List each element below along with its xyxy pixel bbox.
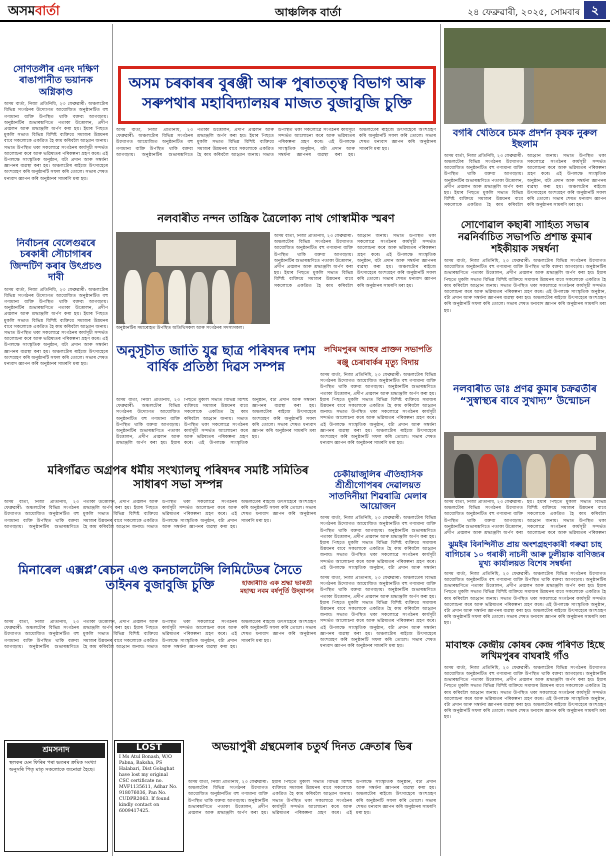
- story-right-1: [444, 128, 606, 218]
- story-left-2: [4, 238, 108, 488]
- ad-text: স্থলকৰ মেন ফিৰিৰ পৰা ভতৰৰ ক্ৰমিক সংখ্যা অনুসৰি পিতৃ মাতৃ সকলোকে জনোৱা হৈছে।: [9, 760, 97, 773]
- story-abhayapuri-body: [188, 780, 436, 852]
- story-headline: নলবাৰীত নন্দন তান্ত্ৰিক ত্ৰৈলোক্য নাথ গোস্বামীক স্মৰণ: [157, 212, 395, 225]
- story-namghar-body: [274, 234, 436, 340]
- story-body: অসম বাৰ্তা, নিজা প্ৰতিনিধি, ২৩ ফেব্ৰুৱাৰী: অঞ্চলটোৰ বিভিন্ন সংগঠনৰ উদ্যোগত আয়োজিত অনুষ্ঠানটিত বহু গণ্যমান্য ব্যক্তি উপস্থিত থাকি বক্তব্য আগবঢ়ায়। অনুষ্ঠানটিৰ শুভাৰম্ভণিতে পতাকা উত্তোলন, প্ৰদীপ প্ৰজ্বলন আৰু শ্ৰদ্ধাঞ্জলি অৰ্পণ কৰা হয়। ইয়াৰ পিছতে মুকলি সভাত বিভিন্ন বিশিষ্ট ব্যক্তিয়ে সমাজৰ উন্নয়নৰ বাবে সকলোকে একত্ৰিত হৈ কাম কৰিবলৈ আহ্বান জনায়। সভাত উপস্থিত থকা সকলোৱে সংগঠনৰ কাৰ্যসূচী সন্দৰ্ভত আলোচনা কৰে আৰু ভৱিষ্যতৰ পৰিকল্পনা গ্ৰহণ কৰে। এই উপলক্ষে সাংস্কৃতিক অনুষ্ঠান, বটা প্ৰদান আৰু সম্বৰ্ধনা জ্ঞাপনৰ ব্যৱস্থা কৰা হয়। অঞ্চলটোৰ ৰাইজে উৎসাহেৰে অংশগ্ৰহণ কৰি অনুষ্ঠানটি সফল কৰি তোলে। সভাৰ শেষত ধন্যবাদ জ্ঞাপন কৰি অনুষ্ঠানৰ সামৰণি মৰা হয়।: [444, 665, 606, 721]
- story-body: অসম বাৰ্তা, নিজা প্ৰতিনিধি, ২৩ ফেব্ৰুৱাৰী: অঞ্চলটোৰ বিভিন্ন সংগঠনৰ উদ্যোগত আয়োজিত অনুষ্ঠানটিত বহু গণ্যমান্য ব্যক্তি উপস্থিত থাকি বক্তব্য আগবঢ়ায়। অনুষ্ঠানটিৰ শুভাৰম্ভণিতে পতাকা উত্তোলন, প্ৰদীপ প্ৰজ্বলন আৰু শ্ৰদ্ধাঞ্জলি অৰ্পণ কৰা হয়। ইয়াৰ পিছতে মুকলি সভাত বিভিন্ন বিশিষ্ট ব্যক্তিয়ে সমাজৰ উন্নয়নৰ বাবে সকলোকে একত্ৰিত হৈ কাম কৰিবলৈ আহ্বান জনায়। সভাত উপস্থিত থকা সকলোৱে সংগঠনৰ কাৰ্যসূচী সন্দৰ্ভত আলোচনা কৰে আৰু ভৱিষ্যতৰ পৰিকল্পনা গ্ৰহণ কৰে। এই উপলক্ষে সাংস্কৃতিক অনুষ্ঠান, বটা প্ৰদান আৰু সম্বৰ্ধনা জ্ঞাপনৰ ব্যৱস্থা কৰা হয়। অঞ্চলটোৰ ৰাইজে উৎসাহেৰে অংশগ্ৰহণ কৰি অনুষ্ঠানটি সফল কৰি তোলে। সভাৰ শেষত ধন্যবাদ জ্ঞাপন কৰি অনুষ্ঠানৰ সামৰণি মৰা হয়।: [320, 576, 436, 650]
- photo-caption: অনুষ্ঠানটিৰ সমাৰোহত উপস্থিত অতিথিসকল আৰু সংগঠনৰ সদস্যসকল।: [116, 326, 244, 331]
- story-headline: হাজাৰীতি এক শ্ৰদ্ধা ভাৰতী মহাত্ম নবম বৰ্ষপূৰ্তি উদ্‌যাপন: [240, 580, 314, 595]
- lead-headline-box: [118, 66, 436, 124]
- lost-header: LOST: [117, 743, 181, 753]
- story-headline: সোণোৱাল কছাৰী সাহিত্য সভাৰ নৱনিৰ্বাচিত সভাপতি প্ৰশান্ত কুমাৰ শইকীয়াক সম্বৰ্ধনা: [458, 220, 592, 255]
- story-scst-body: [116, 398, 316, 462]
- story-headline: মৰিগাঁৱত অগ্ৰপৰ ধৰ্মীয় সংখ্যালঘু পৰিষদৰ সমষ্টি সমিতিৰ সাধাৰণ সভা সম্পন্ন: [47, 464, 309, 491]
- newspaper-logo: [8, 2, 60, 23]
- story-body: অসম বাৰ্তা, নিজা প্ৰতিনিধি, ২৩ ফেব্ৰুৱাৰী: অঞ্চলটোৰ বিভিন্ন সংগঠনৰ উদ্যোগত আয়োজিত অনুষ্ঠানটিত বহু গণ্যমান্য ব্যক্তি উপস্থিত থাকি বক্তব্য আগবঢ়ায়। অনুষ্ঠানটিৰ শুভাৰম্ভণিতে পতাকা উত্তোলন, প্ৰদীপ প্ৰজ্বলন আৰু শ্ৰদ্ধাঞ্জলি অৰ্পণ কৰা হয়। ইয়াৰ পিছতে মুকলি সভাত বিভিন্ন বিশিষ্ট ব্যক্তিয়ে সমাজৰ উন্নয়নৰ বাবে সকলোকে একত্ৰিত হৈ কাম কৰিবলৈ আহ্বান জনায়। সভাত উপস্থিত থকা সকলোৱে সংগঠনৰ কাৰ্যসূচী সন্দৰ্ভত আলোচনা কৰে আৰু ভৱিষ্যতৰ পৰিকল্পনা গ্ৰহণ কৰে। এই উপলক্ষে সাংস্কৃতিক অনুষ্ঠান, বটা প্ৰদান আৰু সম্বৰ্ধনা জ্ঞাপনৰ ব্যৱস্থা কৰা হয়। অঞ্চলটোৰ ৰাইজে উৎসাহেৰে অংশগ্ৰহণ কৰি অনুষ্ঠানটি সফল কৰি তোলে। সভাৰ শেষত ধন্যবাদ জ্ঞাপন কৰি অনুষ্ঠানৰ সামৰণি মৰা হয়।: [4, 500, 316, 530]
- story-minority: [40, 464, 316, 498]
- column-divider: [440, 24, 441, 856]
- story-right-5: [444, 640, 606, 852]
- logo-left-text: অসম: [8, 4, 36, 19]
- story-headline: মিনাৰেল এক্সপ্ল’ৰেচন এণ্ড কনচালটেন্সি লিমিটেডৰ সৈতে তাইনৰ বুজাবুজি চুক্তি: [18, 562, 302, 592]
- story-right-2: [444, 220, 606, 380]
- story-headline: ঝুমইৰ বিনন্দিনীত প্ৰায় অংশগ্ৰহণকাৰী গৰুৱা চাহ বাগিচাৰ ১০ গৰাকী নাচনী আৰু ঢুলীয়াক বাণিজ্যৰ মুখ্য কাৰ্যালয়ত বিশেষ সম্বৰ্ধনা: [445, 540, 605, 569]
- lost-text: I Ms Atul Bonash, W/O Pabna, Baksha, PS Halabari, Dist Golaghat have lost my original CSC certificate no. MVF1135611, Adhar No. 918076036, Pan No. CUDPR2063. If found kindly contact on 6009417425.: [119, 755, 178, 814]
- story-headline: নিৰ্বাচনৰ বেলেগুৱৰে চৰকাৰী সৌচাগাৰৰ জিন্দটিণ কৰাৰ উৎপ্রচণ্ড দাবী: [10, 238, 102, 284]
- story-right-4: [444, 540, 606, 636]
- story-mid-3: [320, 470, 436, 570]
- story-body: অসম বাৰ্তা, নিজা প্ৰতিনিধি, ২৩ ফেব্ৰুৱাৰী: অঞ্চলটোৰ বিভিন্ন সংগঠনৰ উদ্যোগত আয়োজিত অনুষ্ঠানটিত বহু গণ্যমান্য ব্যক্তি উপস্থিত থাকি বক্তব্য আগবঢ়ায়। অনুষ্ঠানটিৰ শুভাৰম্ভণিতে পতাকা উত্তোলন, প্ৰদীপ প্ৰজ্বলন আৰু শ্ৰদ্ধাঞ্জলি অৰ্পণ কৰা হয়। ইয়াৰ পিছতে মুকলি সভাত বিভিন্ন বিশিষ্ট ব্যক্তিয়ে সমাজৰ উন্নয়নৰ বাবে সকলোকে একত্ৰিত হৈ কাম কৰিবলৈ আহ্বান জনায়। সভাত উপস্থিত থকা সকলোৱে সংগঠনৰ কাৰ্যসূচী সন্দৰ্ভত আলোচনা কৰে আৰু ভৱিষ্যতৰ পৰিকল্পনা গ্ৰহণ কৰে। এই উপলক্ষে সাংস্কৃতিক অনুষ্ঠান, বটা প্ৰদান আৰু সম্বৰ্ধনা: [320, 516, 436, 570]
- story-headline: বগৰি খেতিৰে চমক প্ৰদৰ্শন কৃষক নুৰুল ইছলাম: [452, 128, 598, 151]
- story-body: অসম বাৰ্তা, নিজা প্ৰতিনিধি, ২৩ ফেব্ৰুৱাৰী: অঞ্চলটোৰ বিভিন্ন সংগঠনৰ উদ্যোগত আয়োজিত অনুষ্ঠানটিত বহু গণ্যমান্য ব্যক্তি উপস্থিত থাকি বক্তব্য আগবঢ়ায়। অনুষ্ঠানটিৰ শুভাৰম্ভণিতে পতাকা উত্তোলন, প্ৰদীপ প্ৰজ্বলন আৰু শ্ৰদ্ধাঞ্জলি অৰ্পণ কৰা হয়। ইয়াৰ পিছতে মুকলি সভাত বিভিন্ন বিশিষ্ট ব্যক্তিয়ে সমাজৰ উন্নয়নৰ বাবে সকলোকে একত্ৰিত হৈ কাম কৰিবলৈ আহ্বান জনায়। সভাত উপস্থিত থকা সকলোৱে সংগঠনৰ কাৰ্যসূচী সন্দৰ্ভত আলোচনা কৰে আৰু ভৱিষ্যতৰ পৰিকল্পনা গ্ৰহণ কৰে। এই উপলক্ষে সাংস্কৃতিক অনুষ্ঠান, বটা প্ৰদান আৰু সম্বৰ্ধনা জ্ঞাপনৰ ব্যৱস্থা কৰা হয়। অঞ্চলটোৰ ৰাইজে উৎসাহেৰে অংশগ্ৰহণ কৰি অনুষ্ঠানটি সফল কৰি তোলে। সভাৰ শেষত ধন্যবাদ জ্ঞাপন কৰি অনুষ্ঠানৰ সামৰণি মৰা হয়।: [116, 128, 436, 158]
- lead-headline: অসম চৰকাৰৰ বুৰঞ্জী আৰু পুৰাতত্ত্ব বিভাগ আৰু সৰুপথাৰ মহাবিদ্যালয়ৰ মাজত বুজাবুজি চুক্তি: [128, 74, 426, 113]
- story-body: অসম বাৰ্তা, নিজা প্ৰতিনিধি, ২৩ ফেব্ৰুৱাৰী: অঞ্চলটোৰ বিভিন্ন সংগঠনৰ উদ্যোগত আয়োজিত অনুষ্ঠানটিত বহু গণ্যমান্য ব্যক্তি উপস্থিত থাকি বক্তব্য আগবঢ়ায়। অনুষ্ঠানটিৰ শুভাৰম্ভণিতে পতাকা উত্তোলন, প্ৰদীপ প্ৰজ্বলন আৰু শ্ৰদ্ধাঞ্জলি অৰ্পণ কৰা হয়। ইয়াৰ পিছতে মুকলি সভাত বিভিন্ন বিশিষ্ট ব্যক্তিয়ে সমাজৰ উন্নয়নৰ বাবে সকলোকে একত্ৰিত হৈ কাম কৰিবলৈ আহ্বান জনায়। সভাত উপস্থিত থকা সকলোৱে সংগঠনৰ কাৰ্যসূচী সন্দৰ্ভত আলোচনা কৰে আৰু ভৱিষ্যতৰ পৰিকল্পনা গ্ৰহণ কৰে। এই উপলক্ষে সাংস্কৃতিক অনুষ্ঠান, বটা প্ৰদান আৰু সম্বৰ্ধনা জ্ঞাপনৰ ব্যৱস্থা কৰা হয়। অঞ্চলটোৰ ৰাইজে উৎসাহেৰে অংশগ্ৰহণ কৰি অনুষ্ঠানটি সফল কৰি তোলে। সভাৰ শেষত ধন্যবাদ জ্ঞাপন কৰি অনুষ্ঠানৰ সামৰণি মৰা হয়।: [444, 153, 606, 209]
- story-scst: [116, 344, 316, 394]
- story-right-3-body: [444, 500, 606, 540]
- event-photo: [116, 232, 270, 324]
- story-body: অসম বাৰ্তা, নিজা প্ৰতিনিধি, ২৩ ফেব্ৰুৱাৰী: অঞ্চলটোৰ বিভিন্ন সংগঠনৰ উদ্যোগত আয়োজিত অনুষ্ঠানটিত বহু গণ্যমান্য ব্যক্তি উপস্থিত থাকি বক্তব্য আগবঢ়ায়। অনুষ্ঠানটিৰ শুভাৰম্ভণিতে পতাকা উত্তোলন, প্ৰদীপ প্ৰজ্বলন আৰু শ্ৰদ্ধাঞ্জলি অৰ্পণ কৰা হয়। ইয়াৰ পিছতে মুকলি সভাত বিভিন্ন বিশিষ্ট ব্যক্তিয়ে সমাজৰ উন্নয়নৰ বাবে সকলোকে একত্ৰিত হৈ কাম কৰিবলৈ আহ্বান জনায়। সভাত উপস্থিত থকা সকলোৱে সংগঠনৰ কাৰ্যসূচী সন্দৰ্ভত আলোচনা কৰে আৰু ভৱিষ্যতৰ পৰিকল্পনা গ্ৰহণ কৰে। এই উপলক্ষে সাংস্কৃতিক অনুষ্ঠান, বটা প্ৰদান আৰু সম্বৰ্ধনা জ্ঞাপনৰ ব্যৱস্থা কৰা হয়। অঞ্চলটোৰ ৰাইজে উৎসাহেৰে অংশগ্ৰহণ কৰি অনুষ্ঠানটি সফল কৰি তোলে। সভাৰ শেষত ধন্যবাদ জ্ঞাপন কৰি অনুষ্ঠানৰ সামৰণি মৰা হয়।: [4, 620, 316, 650]
- story-body: অসম বাৰ্তা, নিজা প্ৰতিনিধি, ২৩ ফেব্ৰুৱাৰী: অঞ্চলটোৰ বিভিন্ন সংগঠনৰ উদ্যোগত আয়োজিত অনুষ্ঠানটিত বহু গণ্যমান্য ব্যক্তি উপস্থিত থাকি বক্তব্য আগবঢ়ায়। অনুষ্ঠানটিৰ শুভাৰম্ভণিতে পতাকা উত্তোলন, প্ৰদীপ প্ৰজ্বলন আৰু শ্ৰদ্ধাঞ্জলি অৰ্পণ কৰা হয়। ইয়াৰ পিছতে মুকলি সভাত বিভিন্ন বিশিষ্ট ব্যক্তিয়ে সমাজৰ উন্নয়নৰ বাবে সকলোকে একত্ৰিত হৈ কাম কৰিবলৈ আহ্বান জনায়। সভাত উপস্থিত থকা সকলোৱে সংগঠনৰ কাৰ্যসূচী সন্দৰ্ভত আলোচনা কৰে আৰু ভৱিষ্যতৰ পৰিকল্পনা গ্ৰহণ কৰে। এই উপলক্ষে সাংস্কৃতিক অনুষ্ঠান, বটা প্ৰদান আৰু সম্বৰ্ধনা জ্ঞাপনৰ ব্যৱস্থা কৰা হয়। অঞ্চলটোৰ ৰাইজে উৎসাহেৰে অংশগ্ৰহণ কৰি অনুষ্ঠানটি সফল কৰি তোলে। সভাৰ শেষত ধন্যবাদ জ্ঞাপন কৰি অনুষ্ঠানৰ সামৰণি মৰা হয়।: [4, 287, 108, 367]
- story-left-1: [4, 64, 108, 234]
- story-body: অসম বাৰ্তা, নিজা প্ৰতিনিধি, ২৩ ফেব্ৰুৱাৰী: অঞ্চলটোৰ বিভিন্ন সংগঠনৰ উদ্যোগত আয়োজিত অনুষ্ঠানটিত বহু গণ্যমান্য ব্যক্তি উপস্থিত থাকি বক্তব্য আগবঢ়ায়। অনুষ্ঠানটিৰ শুভাৰম্ভণিতে পতাকা উত্তোলন, প্ৰদীপ প্ৰজ্বলন আৰু শ্ৰদ্ধাঞ্জলি অৰ্পণ কৰা হয়। ইয়াৰ পিছতে মুকলি সভাত বিভিন্ন বিশিষ্ট ব্যক্তিয়ে সমাজৰ উন্নয়নৰ বাবে সকলোকে একত্ৰিত হৈ কাম কৰিবলৈ আহ্বান জনায়। সভাত উপস্থিত থকা সকলোৱে সংগঠনৰ কাৰ্যসূচী সন্দৰ্ভত আলোচনা কৰে আৰু ভৱিষ্যতৰ পৰিকল্পনা গ্ৰহণ কৰে। এই উপলক্ষে সাংস্কৃতিক অনুষ্ঠান, বটা প্ৰদান আৰু সম্বৰ্ধনা জ্ঞাপনৰ ব্যৱস্থা কৰা হয়। অঞ্চলটোৰ ৰাইজে উৎসাহেৰে অংশগ্ৰহণ কৰি অনুষ্ঠানটি সফল কৰি তোলে। সভাৰ শেষত ধন্যবাদ জ্ঞাপন কৰি অনুষ্ঠানৰ সামৰণি মৰা হয়।: [444, 259, 606, 314]
- story-namghar: [116, 212, 436, 232]
- lead-story-body: [116, 128, 436, 212]
- story-headline: চেকীয়াজুলিৰ ঐতিহাসিক শ্ৰীশ্ৰীগোপৰৰ দেৱালয়ত সাতদিনীয়া শিৱৰাত্ৰি মেলাৰ আয়োজন: [329, 470, 427, 513]
- classified-ad: [4, 740, 108, 852]
- story-abhayapuri: [188, 740, 436, 780]
- page-number: ২: [584, 1, 606, 19]
- story-body: অসম বাৰ্তা, নিজা প্ৰতিনিধি, ২৩ ফেব্ৰুৱাৰী: অঞ্চলটোৰ বিভিন্ন সংগঠনৰ উদ্যোগত আয়োজিত অনুষ্ঠানটিত বহু গণ্যমান্য ব্যক্তি উপস্থিত থাকি বক্তব্য আগবঢ়ায়। অনুষ্ঠানটিৰ শুভাৰম্ভণিতে পতাকা উত্তোলন, প্ৰদীপ প্ৰজ্বলন আৰু শ্ৰদ্ধাঞ্জলি অৰ্পণ কৰা হয়। ইয়াৰ পিছতে মুকলি সভাত বিভিন্ন বিশিষ্ট ব্যক্তিয়ে সমাজৰ উন্নয়নৰ বাবে সকলোকে একত্ৰিত হৈ কাম কৰিবলৈ আহ্বান জনায়। সভাত উপস্থিত থকা সকলোৱে সংগঠনৰ কাৰ্যসূচী সন্দৰ্ভত আলোচনা কৰে আৰু ভৱিষ্যতৰ পৰিকল্পনা গ্ৰহণ কৰে। এই উপলক্ষে সাংস্কৃতিক অনুষ্ঠান, বটা প্ৰদান আৰু সম্বৰ্ধনা জ্ঞাপনৰ ব্যৱস্থা কৰা হয়। অঞ্চলটোৰ ৰাইজে উৎসাহেৰে অংশগ্ৰহণ কৰি অনুষ্ঠানটি সফল কৰি তোলে। সভাৰ শেষত ধন্যবাদ জ্ঞাপন কৰি অনুষ্ঠানৰ সামৰণি মৰা হয়।: [116, 398, 316, 447]
- lost-notice: [114, 740, 184, 852]
- story-mid-body: [320, 576, 436, 736]
- story-headline: লখিমপুৰৰ আহুৰ প্ৰাক্তন সভাপতি ৰঞ্জু চেৰাবাৰ্কৰ মৃত্যু বিদায়: [324, 345, 432, 367]
- story-body: অসম বাৰ্তা, নিজা প্ৰতিনিধি, ২৩ ফেব্ৰুৱাৰী: অঞ্চলটোৰ বিভিন্ন সংগঠনৰ উদ্যোগত আয়োজিত অনুষ্ঠানটিত বহু গণ্যমান্য ব্যক্তি উপস্থিত থাকি বক্তব্য আগবঢ়ায়। অনুষ্ঠানটিৰ শুভাৰম্ভণিতে পতাকা উত্তোলন, প্ৰদীপ প্ৰজ্বলন আৰু শ্ৰদ্ধাঞ্জলি অৰ্পণ কৰা হয়। ইয়াৰ পিছতে মুকলি সভাত বিভিন্ন বিশিষ্ট ব্যক্তিয়ে সমাজৰ উন্নয়নৰ বাবে সকলোকে একত্ৰিত হৈ কাম কৰিবলৈ আহ্বান জনায়। সভাত উপস্থিত থকা সকলোৱে সংগঠনৰ কাৰ্যসূচী সন্দৰ্ভত আলোচনা কৰে আৰু ভৱিষ্যতৰ পৰিকল্পনা গ্ৰহণ কৰে। এই উপলক্ষে সাংস্কৃতিক অনুষ্ঠান, বটা প্ৰদান আৰু সম্বৰ্ধনা জ্ঞাপনৰ ব্যৱস্থা কৰা হয়। অঞ্চলটোৰ ৰাইজে উৎসাহেৰে অংশগ্ৰহণ কৰি অনুষ্ঠানটি সফল কৰি তোলে। সভাৰ শেষত ধন্যবাদ জ্ঞাপন কৰি অনুষ্ঠানৰ সামৰণি মৰা হয়।: [188, 780, 436, 817]
- farmer-photo: [444, 28, 606, 124]
- story-body: অসম বাৰ্তা, নিজা প্ৰতিনিধি, ২৩ ফেব্ৰুৱাৰী: অঞ্চলটোৰ বিভিন্ন সংগঠনৰ উদ্যোগত আয়োজিত অনুষ্ঠানটিত বহু গণ্যমান্য ব্যক্তি উপস্থিত থাকি বক্তব্য আগবঢ়ায়। অনুষ্ঠানটিৰ শুভাৰম্ভণিতে পতাকা উত্তোলন, প্ৰদীপ প্ৰজ্বলন আৰু শ্ৰদ্ধাঞ্জলি অৰ্পণ কৰা হয়। ইয়াৰ পিছতে মুকলি সভাত বিভিন্ন বিশিষ্ট ব্যক্তিয়ে সমাজৰ উন্নয়নৰ বাবে সকলোকে একত্ৰিত হৈ কাম কৰিবলৈ আহ্বান জনায়। সভাত উপস্থিত থকা সকলোৱে সংগঠনৰ কাৰ্যসূচী সন্দৰ্ভত আলোচনা কৰে আৰু ভৱিষ্যতৰ পৰিকল্পনা গ্ৰহণ কৰে। এই উপলক্ষে সাংস্কৃতিক অনুষ্ঠান, বটা প্ৰদান আৰু সম্বৰ্ধনা জ্ঞাপনৰ ব্যৱস্থা কৰা হয়। অঞ্চলটোৰ ৰাইজে উৎসাহেৰে অংশগ্ৰহণ কৰি অনুষ্ঠানটি সফল কৰি তোলে। সভাৰ শেষত ধন্যবাদ জ্ঞাপন কৰি অনুষ্ঠানৰ সামৰণি মৰা হয়।: [274, 234, 436, 289]
- story-right-3: [444, 384, 606, 430]
- story-headline: মাবাহুক কেন্দ্ৰীয় কোষৰ কেন্দ্ৰ পৰিণত হিছে লখিমপুৰৰ বাঘৰাই গাঁও: [445, 640, 605, 663]
- story-headline: অভয়াপুৰী গ্ৰন্থমেলাৰ চতুৰ্থ দিনত ক্ৰেতাৰ ভিৰ: [211, 740, 413, 753]
- event-photo-right: [444, 432, 606, 498]
- issue-date: ২৪ ফেব্ৰুৱাৰী, ২০২৫, সোমবাৰ: [467, 8, 580, 18]
- story-body: অসম বাৰ্তা, নিজা প্ৰতিনিধি, ২৩ ফেব্ৰুৱাৰী: অঞ্চলটোৰ বিভিন্ন সংগঠনৰ উদ্যোগত আয়োজিত অনুষ্ঠানটিত বহু গণ্যমান্য ব্যক্তি উপস্থিত থাকি বক্তব্য আগবঢ়ায়। অনুষ্ঠানটিৰ শুভাৰম্ভণিতে পতাকা উত্তোলন, প্ৰদীপ প্ৰজ্বলন আৰু শ্ৰদ্ধাঞ্জলি অৰ্পণ কৰা হয়। ইয়াৰ পিছতে মুকলি সভাত বিভিন্ন বিশিষ্ট ব্যক্তিয়ে সমাজৰ উন্নয়নৰ বাবে সকলোকে একত্ৰিত হৈ কাম কৰিবলৈ আহ্বান জনায়। সভাত উপস্থিত থকা সকলোৱে সংগঠনৰ কাৰ্যসূচী সন্দৰ্ভত আলোচনা কৰে আৰু ভৱিষ্যতৰ পৰিকল্পনা: [444, 500, 606, 537]
- story-body: অসম বাৰ্তা, নিজা প্ৰতিনিধি, ২৩ ফেব্ৰুৱাৰী: অঞ্চলটোৰ বিভিন্ন সংগঠনৰ উদ্যোগত আয়োজিত অনুষ্ঠানটিত বহু গণ্যমান্য ব্যক্তি উপস্থিত থাকি বক্তব্য আগবঢ়ায়। অনুষ্ঠানটিৰ শুভাৰম্ভণিতে পতাকা উত্তোলন, প্ৰদীপ প্ৰজ্বলন আৰু শ্ৰদ্ধাঞ্জলি অৰ্পণ কৰা হয়। ইয়াৰ পিছতে মুকলি সভাত বিভিন্ন বিশিষ্ট ব্যক্তিয়ে সমাজৰ উন্নয়নৰ বাবে সকলোকে একত্ৰিত হৈ কাম কৰিবলৈ আহ্বান জনায়। সভাত উপস্থিত থকা সকলোৱে সংগঠনৰ কাৰ্যসূচী সন্দৰ্ভত আলোচনা কৰে আৰু ভৱিষ্যতৰ পৰিকল্পনা গ্ৰহণ কৰে। এই উপলক্ষে সাংস্কৃতিক অনুষ্ঠান, বটা প্ৰদান আৰু সম্বৰ্ধনা জ্ঞাপনৰ ব্যৱস্থা কৰা হয়। অঞ্চলটোৰ ৰাইজে উৎসাহেৰে অংশগ্ৰহণ কৰি অনুষ্ঠানটি সফল কৰি তোলে। সভাৰ শেষত ধন্যবাদ জ্ঞাপন কৰি অনুষ্ঠানৰ সামৰণি মৰা হয়।: [4, 102, 108, 182]
- masthead: [0, 0, 610, 22]
- logo-right-text: বাৰ্তা: [35, 4, 60, 19]
- story-body: অসম বাৰ্তা, নিজা প্ৰতিনিধি, ২৩ ফেব্ৰুৱাৰী: অঞ্চলটোৰ বিভিন্ন সংগঠনৰ উদ্যোগত আয়োজিত অনুষ্ঠানটিত বহু গণ্যমান্য ব্যক্তি উপস্থিত থাকি বক্তব্য আগবঢ়ায়। অনুষ্ঠানটিৰ শুভাৰম্ভণিতে পতাকা উত্তোলন, প্ৰদীপ প্ৰজ্বলন আৰু শ্ৰদ্ধাঞ্জলি অৰ্পণ কৰা হয়। ইয়াৰ পিছতে মুকলি সভাত বিভিন্ন বিশিষ্ট ব্যক্তিয়ে সমাজৰ উন্নয়নৰ বাবে সকলোকে একত্ৰিত হৈ কাম কৰিবলৈ আহ্বান জনায়। সভাত উপস্থিত থকা সকলোৱে সংগঠনৰ কাৰ্যসূচী সন্দৰ্ভত আলোচনা কৰে আৰু ভৱিষ্যতৰ পৰিকল্পনা গ্ৰহণ কৰে। এই উপলক্ষে সাংস্কৃতিক অনুষ্ঠান, বটা প্ৰদান আৰু সম্বৰ্ধনা জ্ঞাপনৰ ব্যৱস্থা কৰা হয়। অঞ্চলটোৰ ৰাইজে উৎসাহেৰে অংশগ্ৰহণ কৰি অনুষ্ঠানটি সফল কৰি তোলে। সভাৰ শেষত ধন্যবাদ জ্ঞাপন কৰি অনুষ্ঠানৰ সামৰণি মৰা হয়।: [444, 571, 606, 627]
- story-mid-2: [240, 580, 314, 640]
- story-mid-1: [320, 344, 436, 464]
- story-body: অসম বাৰ্তা, নিজা প্ৰতিনিধি, ২৩ ফেব্ৰুৱাৰী: অঞ্চলটোৰ বিভিন্ন সংগঠনৰ উদ্যোগত আয়োজিত অনুষ্ঠানটিত বহু গণ্যমান্য ব্যক্তি উপস্থিত থাকি বক্তব্য আগবঢ়ায়। অনুষ্ঠানটিৰ শুভাৰম্ভণিতে পতাকা উত্তোলন, প্ৰদীপ প্ৰজ্বলন আৰু শ্ৰদ্ধাঞ্জলি অৰ্পণ কৰা হয়। ইয়াৰ পিছতে মুকলি সভাত বিভিন্ন বিশিষ্ট ব্যক্তিয়ে সমাজৰ উন্নয়নৰ বাবে সকলোকে একত্ৰিত হৈ কাম কৰিবলৈ আহ্বান জনায়। সভাত উপস্থিত থকা সকলোৱে সংগঠনৰ কাৰ্যসূচী সন্দৰ্ভত আলোচনা কৰে আৰু ভৱিষ্যতৰ পৰিকল্পনা গ্ৰহণ কৰে। এই উপলক্ষে সাংস্কৃতিক অনুষ্ঠান, বটা প্ৰদান আৰু সম্বৰ্ধনা জ্ঞাপনৰ ব্যৱস্থা কৰা হয়। অঞ্চলটোৰ ৰাইজে উৎসাহেৰে অংশগ্ৰহণ কৰি অনুষ্ঠানটি সফল কৰি তোলে। সভাৰ শেষত ধন্যবাদ জ্ঞাপন কৰি অনুষ্ঠানৰ সামৰণি মৰা হয়।: [320, 373, 436, 447]
- story-headline: অনুসূচীত জাতি যুৱ ছাত্ৰ পৰিষদৰ দশম বাৰ্ষিক প্ৰতিষ্ঠা দিৱস সম্পন্ন: [116, 344, 316, 375]
- section-title: আঞ্চলিক বাৰ্তা: [275, 6, 342, 19]
- ad-header: শ্ৰমসনাদ: [7, 743, 105, 758]
- story-headline: নলবাৰীত ডাঃ প্ৰণৱ কুমাৰ চক্ৰৱৰ্তীৰ “সুস্বাস্থ্যৰ বাবে সুখাদ্য” উন্মোচন: [453, 384, 597, 407]
- story-headline: সোণতলীৰ এনং দক্ষিণ ৰাঙাপানীত ভয়ানক অগ্নিকাণ্ড: [13, 64, 99, 98]
- story-minority-body: [4, 500, 316, 558]
